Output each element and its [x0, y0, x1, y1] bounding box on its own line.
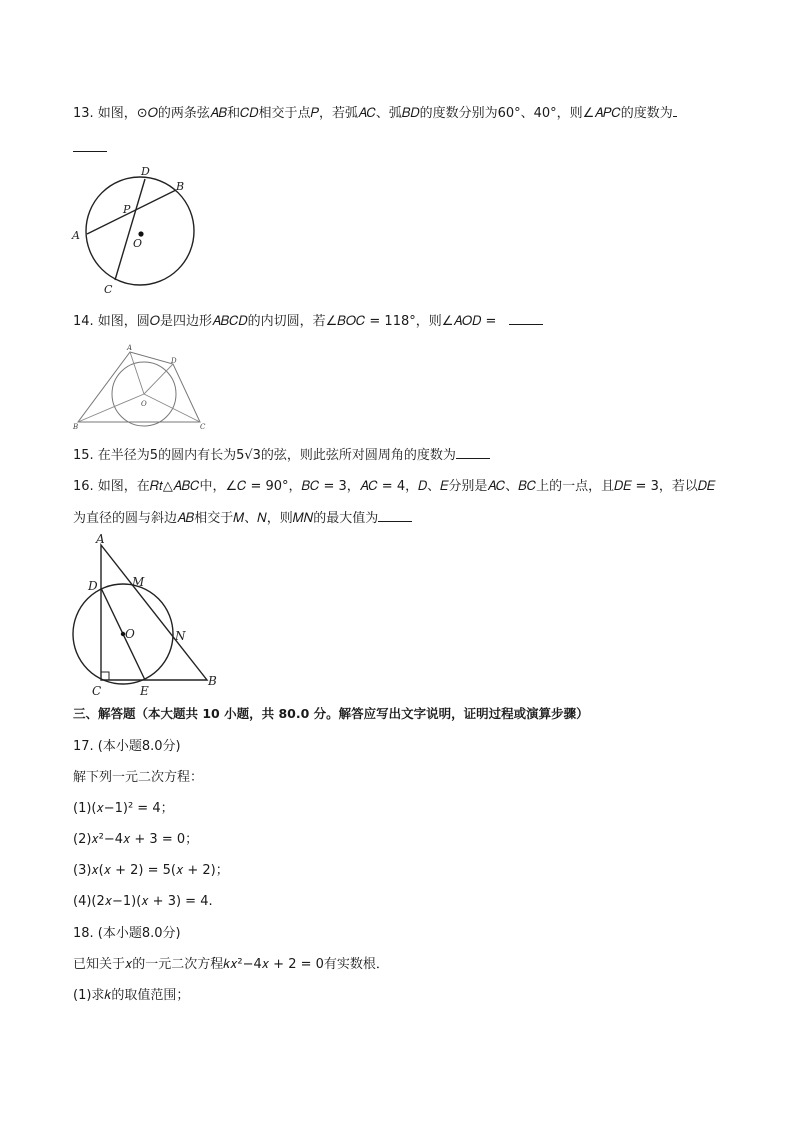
q18-intro-text: 已知关于𝑥的一元二次方程𝑘𝑥²−4𝑥 + 2 = 0有实数根． — [73, 957, 389, 972]
q15-text — [73, 446, 490, 465]
q14-seg-do — [144, 364, 173, 394]
q14-figure — [70, 343, 210, 433]
q16-label-e: E — [140, 684, 149, 698]
q16-label-m: M — [132, 575, 145, 589]
q16-triangle — [101, 545, 207, 680]
q14-label-o: O — [141, 400, 147, 408]
q16-label-o: O — [125, 627, 135, 641]
q14-label-c: C — [200, 423, 206, 431]
q13-circle — [86, 177, 194, 285]
section-heading-text: 三、解答题（本大题共 10 小题，共 80.0 分。解答应写出文字说明，证明过程或演算步骤） — [73, 706, 589, 721]
q16-text-line2 — [73, 509, 412, 528]
q13-label-c: C — [104, 283, 113, 296]
q16-stem-2: 为直径的圆与斜边𝐴𝐵相交于𝑀、𝑁，则𝑀𝑁的最大值为 — [73, 511, 379, 526]
q17-item-4-text: (4)(2𝑥−1)(𝑥 + 3) = 4. — [73, 894, 213, 909]
q16-text-line1 — [73, 478, 715, 496]
q17-item-4 — [73, 893, 213, 911]
q17-title-text: 17. (本小题8.0分) — [73, 739, 181, 754]
q18-title — [73, 925, 181, 943]
q16-label-n: N — [175, 629, 186, 643]
q14-label-a: A — [127, 344, 133, 352]
q18-item-1-text: (1)求𝑘的取值范围； — [73, 988, 190, 1003]
q14-label-d: D — [171, 357, 177, 365]
q16-answer-blank — [378, 509, 412, 522]
q13-label-o: O — [133, 237, 143, 250]
q14-seg-co — [144, 394, 200, 422]
q14-seg-ao — [130, 352, 144, 394]
q18-item-1 — [73, 987, 189, 1005]
q17-item-2 — [73, 831, 198, 849]
q14-stem: 14. 如图，圆𝑂是四边形𝐴𝐵𝐶𝐷的内切圆，若∠𝐵𝑂𝐶 = 118°，则∠𝐴𝑂𝐷 = — [73, 314, 497, 329]
q13-figure — [70, 163, 200, 297]
q16-label-c: C — [92, 684, 102, 698]
q17-item-1-text: (1)(𝑥−1)² = 4； — [73, 801, 174, 816]
q15-answer-blank — [456, 446, 490, 459]
q13-chord-ab — [87, 190, 176, 234]
q14-answer-blank — [509, 312, 543, 325]
q17-item-1 — [73, 800, 174, 818]
q17-item-3-text: (3)𝑥(𝑥 + 2) = 5(𝑥 + 2)； — [73, 863, 229, 878]
q13-center-dot — [138, 231, 143, 236]
section-heading — [73, 705, 589, 723]
q16-label-d: D — [88, 579, 98, 593]
q13-label-b: B — [176, 180, 185, 193]
q13-chord-cd — [115, 179, 145, 280]
q17-intro-text: 解下列一元二次方程： — [73, 770, 204, 785]
q17-item-2-text: (2)𝑥²−4𝑥 + 3 = 0； — [73, 832, 199, 847]
q14-text — [73, 312, 543, 331]
q13-answer-blank — [673, 104, 677, 117]
q18-intro — [73, 956, 389, 974]
q14-label-b: B — [73, 423, 79, 431]
q18-title-text: 18. (本小题8.0分) — [73, 926, 181, 941]
q17-item-3 — [73, 862, 229, 880]
q16-stem-1: 16. 如图，在𝑅𝑡△𝐴𝐵𝐶中，∠𝐶 = 90°，𝐵𝐶 = 3，𝐴𝐶 = 4，𝐷、𝐸分别是𝐴𝐶、𝐵𝐶上的一点，且𝐷𝐸 = 3，若以𝐷𝐸 — [73, 479, 716, 494]
q17-intro — [73, 769, 203, 787]
q13-label-p: P — [123, 203, 131, 216]
q16-label-a: A — [96, 532, 105, 546]
q15-stem: 15. 在半径为5的圆内有长为5√3的弦，则此弦所对圆周角的度数为 — [73, 448, 456, 463]
q17-title — [73, 738, 181, 756]
q13-label-d: D — [141, 165, 150, 178]
q13-stem: 13. 如图，⊙𝑂的两条弦𝐴𝐵和𝐶𝐷相交于点𝑃，若弧𝐴𝐶、弧𝐵𝐷的度数分别为60°、40°，则∠𝐴𝑃𝐶的度数为 — [73, 106, 673, 121]
q13-text — [73, 104, 677, 123]
q16-figure — [68, 532, 228, 700]
q13-answer-blank-cont — [73, 139, 107, 152]
q16-label-b: B — [208, 674, 217, 688]
q13-label-a: A — [72, 229, 80, 242]
